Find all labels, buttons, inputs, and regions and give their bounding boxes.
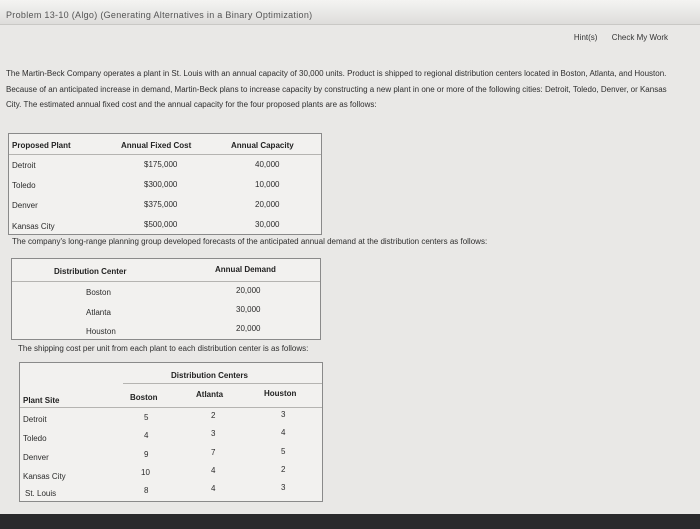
bottom-bar bbox=[0, 514, 700, 529]
help-links bbox=[562, 33, 668, 42]
shipping-text: The shipping cost per unit from each plant to each distribution center is as follows: bbox=[18, 344, 309, 353]
plant-site: Detroit bbox=[23, 415, 47, 424]
cost-boston: 9 bbox=[144, 450, 149, 459]
plant-capacity: 40,000 bbox=[255, 160, 280, 169]
cost-atlanta: 3 bbox=[211, 429, 216, 438]
check-my-work-link[interactable]: Check My Work bbox=[611, 33, 668, 42]
top-title-strip bbox=[0, 0, 700, 25]
problem-intro: The Martin-Beck Company operates a plant in St. Louis with an annual capacity of 30,000 units. Product is shipped to regional distribution centers located in Boston, Atlanta, and Houston. Because of an anticipated increase in demand, Martin-Beck plans to increase capacity by constructing a new plant in one or more of the following cities: Detroit, Toledo, Denver, or Kansas City. The estimated annual fixed cost and the annual capacity for the four proposed plants are as follows: bbox=[6, 69, 667, 109]
shipping-header-boston: Boston bbox=[130, 393, 158, 402]
plant-capacity: 20,000 bbox=[255, 200, 280, 209]
plant-site: St. Louis bbox=[25, 489, 57, 498]
plant-cost: $500,000 bbox=[144, 220, 178, 229]
cost-houston: 3 bbox=[281, 410, 286, 419]
plant-header-plant: Proposed Plant bbox=[12, 141, 71, 150]
plant-name: Toledo bbox=[12, 181, 36, 190]
cost-atlanta: 7 bbox=[211, 448, 216, 457]
center-name: Atlanta bbox=[86, 308, 111, 317]
cost-atlanta: 4 bbox=[211, 484, 216, 493]
plant-cost: $175,000 bbox=[144, 160, 178, 169]
cost-atlanta: 2 bbox=[211, 411, 216, 420]
cost-boston: 8 bbox=[144, 486, 149, 495]
cost-houston: 2 bbox=[281, 465, 286, 474]
shipping-header-houston: Houston bbox=[264, 389, 297, 398]
center-demand: 20,000 bbox=[236, 324, 261, 333]
plant-header-cost: Annual Fixed Cost bbox=[121, 141, 192, 150]
plant-site: Kansas City bbox=[23, 472, 66, 481]
plant-name: Detroit bbox=[12, 161, 36, 170]
cost-houston: 4 bbox=[281, 428, 286, 437]
plant-site: Denver bbox=[23, 453, 49, 462]
plant-cost: $300,000 bbox=[144, 180, 178, 189]
cost-atlanta: 4 bbox=[211, 466, 216, 475]
demand-table bbox=[11, 258, 321, 340]
center-name: Boston bbox=[86, 288, 111, 297]
cost-houston: 5 bbox=[281, 447, 286, 456]
plant-site: Toledo bbox=[23, 434, 47, 443]
shipping-table bbox=[19, 362, 323, 502]
cost-boston: 5 bbox=[144, 413, 149, 422]
demand-header-center: Distribution Center bbox=[54, 267, 127, 276]
plant-capacity: 30,000 bbox=[255, 220, 280, 229]
plant-cost: $375,000 bbox=[144, 200, 178, 209]
plant-table bbox=[8, 133, 322, 235]
center-demand: 20,000 bbox=[236, 286, 261, 295]
cost-boston: 4 bbox=[144, 431, 149, 440]
problem-title: Problem 13-10 (Algo) (Generating Alternatives in a Binary Optimization) bbox=[6, 10, 313, 20]
demand-header-demand: Annual Demand bbox=[215, 265, 276, 274]
plant-name: Denver bbox=[12, 201, 38, 210]
center-name: Houston bbox=[86, 327, 116, 336]
shipping-header-atlanta: Atlanta bbox=[196, 390, 224, 399]
shipping-header-plant: Plant Site bbox=[23, 396, 60, 405]
center-demand: 30,000 bbox=[236, 305, 261, 314]
forecast-text: The company's long-range planning group developed forecasts of the anticipated annual demand at the distribution centers as follows: bbox=[12, 237, 488, 246]
cost-boston: 10 bbox=[141, 468, 150, 477]
cost-houston: 3 bbox=[281, 483, 286, 492]
plant-name: Kansas City bbox=[12, 222, 55, 231]
hints-link[interactable]: Hint(s) bbox=[573, 33, 598, 42]
plant-header-capacity: Annual Capacity bbox=[231, 141, 294, 150]
shipping-group-header: Distribution Centers bbox=[171, 371, 248, 380]
plant-capacity: 10,000 bbox=[255, 180, 280, 189]
